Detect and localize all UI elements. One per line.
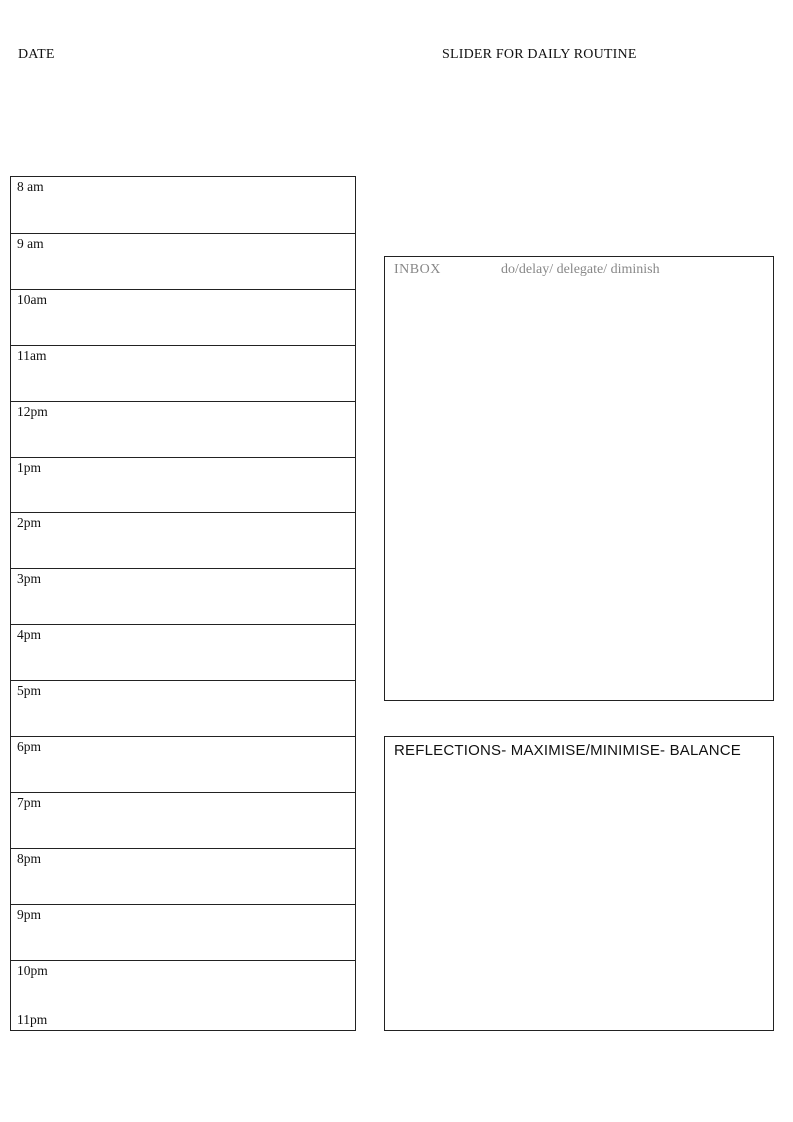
slot-label: 3pm: [17, 571, 42, 587]
schedule-slot[interactable]: [11, 457, 355, 513]
reflections-title: REFLECTIONS- MAXIMISE/MINIMISE- BALANCE: [394, 742, 742, 759]
hourly-schedule-table: [10, 176, 356, 1031]
slot-label: 8pm: [17, 850, 42, 866]
schedule-slot[interactable]: [11, 568, 355, 624]
schedule-slot[interactable]: [11, 848, 355, 904]
reflections-box[interactable]: [384, 736, 774, 1031]
slot-label: 7pm: [17, 794, 42, 810]
slot-label: 8 am: [17, 179, 44, 194]
slot-label: 9pm: [17, 906, 42, 922]
inbox-box[interactable]: [384, 256, 774, 701]
schedule-slot[interactable]: [11, 401, 355, 457]
inbox-subtitle: do/delay/ delegate/ diminish: [501, 262, 660, 277]
slot-label: 1pm: [17, 459, 42, 475]
slot-label: 11am: [17, 347, 47, 363]
schedule-slot[interactable]: [11, 960, 355, 1030]
slot-label: 5pm: [17, 683, 42, 699]
schedule-slot[interactable]: [11, 624, 355, 680]
slot-label: 12pm: [17, 403, 48, 419]
schedule-slot[interactable]: [11, 680, 355, 736]
slot-label-11pm: 11pm: [17, 1012, 48, 1027]
slot-label: 10am: [17, 291, 47, 307]
slot-label: 2pm: [17, 515, 42, 531]
schedule-slot[interactable]: [11, 792, 355, 848]
slot-label: 4pm: [17, 627, 42, 643]
page-title: SLIDER FOR DAILY ROUTINE: [442, 47, 637, 62]
inbox-title: INBOX: [394, 262, 441, 277]
schedule-slot[interactable]: [11, 345, 355, 401]
schedule-slot[interactable]: [11, 736, 355, 792]
schedule-slot[interactable]: [11, 904, 355, 960]
slot-label: 10pm: [17, 962, 48, 978]
schedule-slot[interactable]: [11, 177, 355, 233]
date-label: DATE: [18, 47, 55, 62]
schedule-slot[interactable]: [11, 289, 355, 345]
slot-label: 6pm: [17, 739, 42, 754]
slot-label: 9 am: [17, 235, 44, 251]
schedule-slot[interactable]: [11, 512, 355, 568]
schedule-slot[interactable]: [11, 233, 355, 289]
